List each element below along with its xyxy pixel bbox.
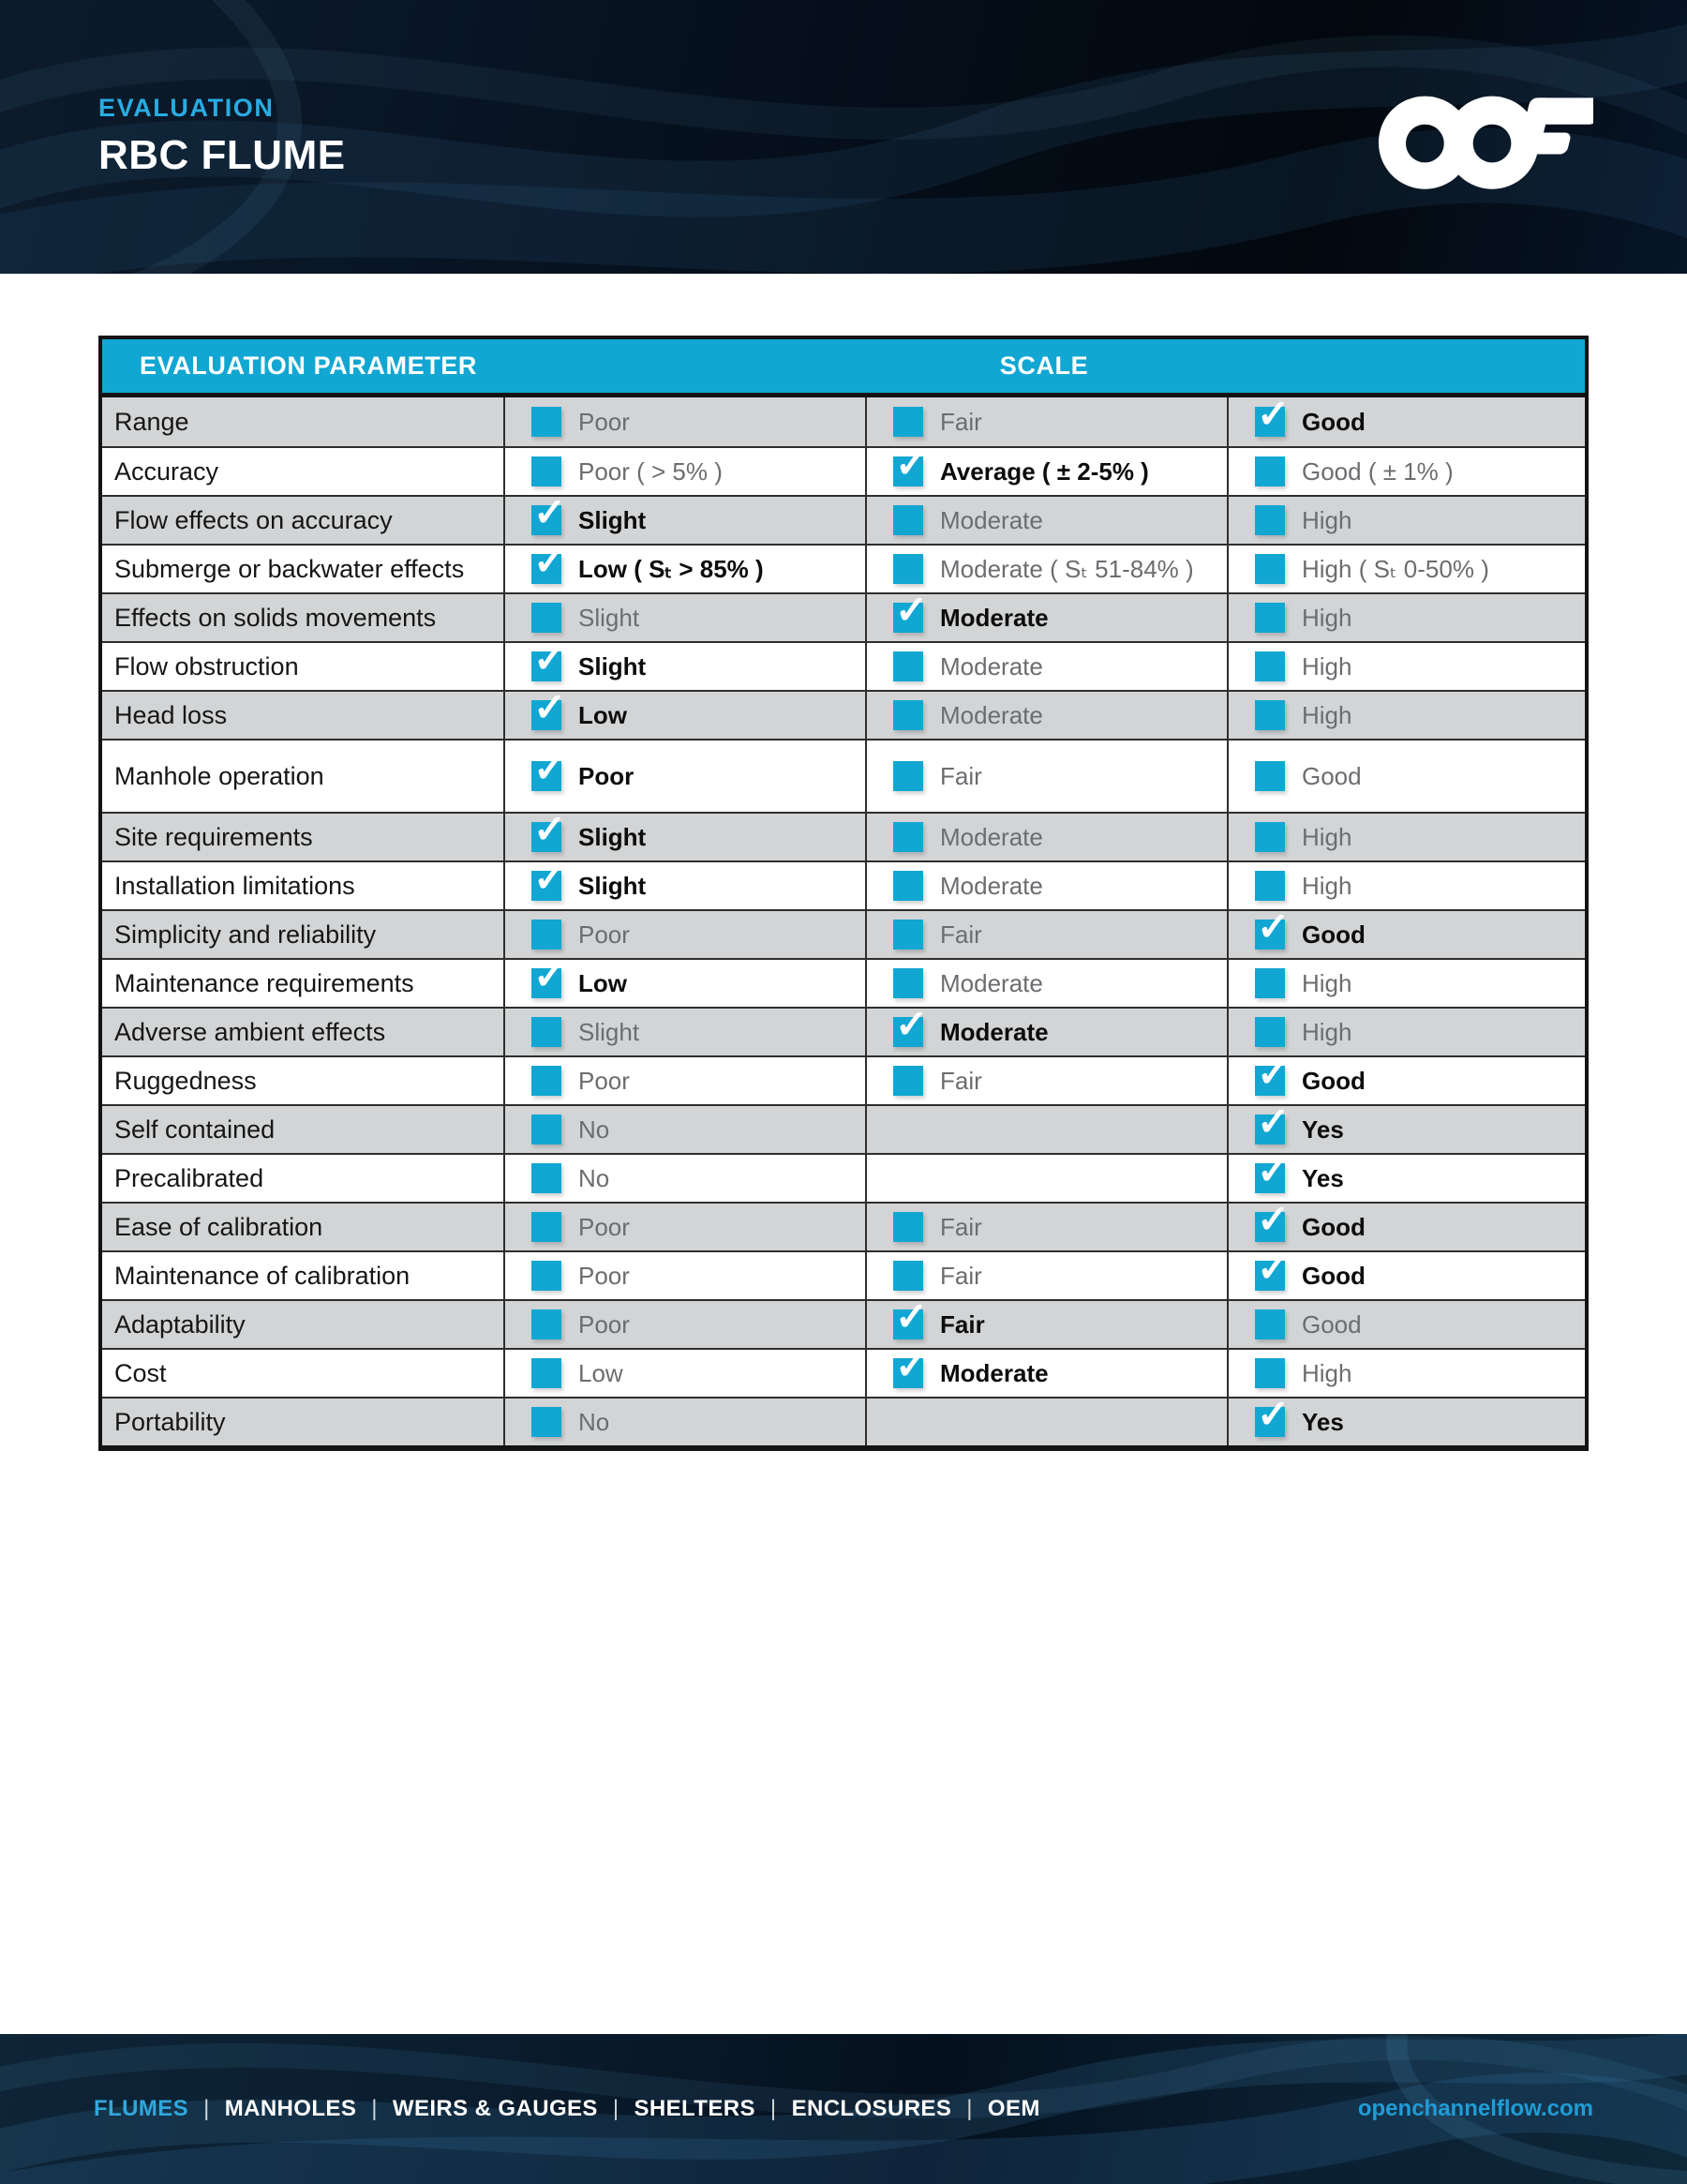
checkbox-checked-icon [531, 953, 567, 998]
checkbox-unchecked-icon [1255, 1358, 1285, 1388]
scale-option-label: High [1302, 603, 1352, 632]
parameter-label: Adverse ambient effects [114, 1017, 386, 1046]
scale-option-cell [1227, 905, 1589, 958]
scale-option-label: Moderate [940, 603, 1049, 632]
checkbox-unchecked-icon [1255, 1017, 1285, 1047]
checkbox-checked-icon [1255, 1051, 1291, 1096]
checkbox-unchecked-icon [531, 1212, 561, 1242]
scale-option-cell [865, 1343, 1227, 1397]
check-mark-icon: ✓ [895, 1343, 929, 1387]
scale-option-cell [1227, 1392, 1589, 1445]
checkbox-unchecked-icon [531, 1017, 561, 1047]
empty-cell [865, 1106, 1227, 1153]
table-row [102, 1343, 1585, 1397]
parameter-label: Adaptability [114, 1309, 246, 1339]
scale-option-cell [1227, 1009, 1589, 1055]
scale-option-cell [865, 497, 1227, 544]
checkbox-unchecked-icon [531, 1163, 561, 1193]
checkbox-unchecked-icon [1255, 603, 1285, 633]
checkbox-unchecked-icon [893, 871, 923, 901]
scale-option-label: Good [1302, 407, 1366, 436]
checkbox-unchecked-icon [893, 651, 923, 681]
scale-option-label: Average ( ± 2-5% ) [940, 456, 1149, 486]
checkbox-unchecked-icon [1255, 761, 1285, 791]
checkbox-unchecked-icon [893, 1066, 923, 1096]
scale-option-cell [865, 814, 1227, 860]
footer-nav-link-oem[interactable]: OEM [987, 2096, 1040, 2121]
check-mark-icon: ✓ [1257, 1051, 1291, 1095]
header-eyebrow: EVALUATION [98, 94, 275, 122]
checkbox-checked-icon [531, 685, 567, 730]
table-row [102, 636, 1585, 690]
nav-separator: | [371, 2096, 378, 2121]
checkbox-checked-icon [1255, 1148, 1291, 1193]
checkbox-checked-icon [1255, 1099, 1291, 1144]
scale-option-label: High [1302, 871, 1352, 900]
scale-option-cell [1227, 740, 1589, 812]
table-row [102, 905, 1585, 958]
parameter-label: Accuracy [114, 456, 219, 486]
scale-option-cell [1227, 643, 1589, 690]
check-mark-icon: ✓ [895, 1002, 929, 1046]
check-mark-icon: ✓ [533, 490, 567, 534]
evaluation-table [98, 336, 1589, 1451]
scale-option-label: Moderate [940, 968, 1043, 997]
table-row [102, 807, 1585, 860]
checkbox-unchecked-icon [1255, 700, 1285, 730]
scale-option-label: High [1302, 1358, 1352, 1387]
scale-option-cell [503, 448, 865, 495]
checkbox-unchecked-icon [1255, 505, 1285, 535]
parameter-label: Ruggedness [114, 1066, 257, 1095]
header-banner [0, 0, 1687, 274]
check-mark-icon: ✓ [1257, 1246, 1291, 1290]
scale-option-label: Moderate [940, 822, 1043, 851]
ocf-logo [1378, 86, 1593, 194]
footer-nav-link-manholes[interactable]: MANHOLES [224, 2096, 357, 2121]
scale-option-label: Slight [578, 603, 640, 632]
table-header-row [102, 339, 1585, 397]
scale-option-label: Fair [940, 1309, 985, 1339]
check-mark-icon: ✓ [533, 636, 567, 681]
scale-option-label: High ( Sₜ 0-50% ) [1302, 554, 1489, 583]
scale-option-cell [503, 685, 865, 739]
table-row [102, 856, 1585, 909]
checkbox-unchecked-icon [893, 554, 923, 584]
scale-option-cell [865, 546, 1227, 592]
scale-option-cell [1227, 497, 1589, 544]
scale-option-cell [1227, 1197, 1589, 1250]
footer-nav-link-flumes[interactable]: FLUMES [94, 2096, 189, 2121]
checkbox-checked-icon [893, 1294, 929, 1339]
table-row [102, 685, 1585, 739]
scale-option-cell [865, 911, 1227, 958]
scale-option-label: High [1302, 651, 1352, 681]
parameter-label: Flow obstruction [114, 651, 299, 681]
table-row [102, 441, 1585, 495]
check-mark-icon: ✓ [895, 1294, 929, 1339]
nav-separator: | [612, 2096, 620, 2121]
parameter-label: Maintenance of calibration [114, 1261, 411, 1290]
scale-option-label: High [1302, 968, 1352, 997]
scale-option-cell [865, 441, 1227, 495]
scale-option-label: Low ( Sₜ > 85% ) [578, 554, 764, 583]
checkbox-checked-icon [1255, 1246, 1291, 1291]
parameter-label: Precalibrated [114, 1163, 264, 1192]
parameter-label: Range [114, 407, 189, 436]
table-row [102, 588, 1585, 641]
scale-option-label: Good [1302, 1261, 1366, 1290]
scale-option-label: Poor [578, 920, 630, 949]
scale-option-label: High [1302, 822, 1352, 851]
scale-option-cell [1227, 1246, 1589, 1299]
check-mark-icon: ✓ [533, 953, 567, 997]
checkbox-unchecked-icon [531, 1066, 561, 1096]
checkbox-unchecked-icon [893, 920, 923, 950]
scale-option-cell [503, 807, 865, 860]
check-mark-icon: ✓ [1257, 905, 1291, 949]
scale-option-label: No [578, 1114, 610, 1144]
nav-separator: | [203, 2096, 210, 2121]
table-header-parameter: EVALUATION PARAMETER [140, 352, 477, 380]
scale-option-cell [865, 1204, 1227, 1250]
scale-option-label: Fair [940, 920, 982, 949]
scale-option-label: Moderate [940, 1017, 1049, 1046]
checkbox-checked-icon [1255, 905, 1291, 950]
scale-option-cell [865, 960, 1227, 1007]
footer-banner [0, 2034, 1687, 2184]
scale-option-label: Yes [1302, 1163, 1344, 1192]
scale-option-label: High [1302, 505, 1352, 534]
parameter-label: Flow effects on accuracy [114, 505, 393, 534]
table-row [102, 1051, 1585, 1104]
scale-option-cell [1227, 1051, 1589, 1104]
checkbox-unchecked-icon [531, 1114, 561, 1144]
table-row [102, 1294, 1585, 1348]
footer-nav-link-enclosures[interactable]: ENCLOSURES [791, 2096, 952, 2121]
header-text-block [98, 94, 346, 179]
scale-option-label: Slight [578, 822, 647, 851]
checkbox-checked-icon [893, 1002, 929, 1047]
scale-option-cell [1227, 1099, 1589, 1153]
scale-option-label: Poor [578, 1066, 630, 1095]
scale-option-cell [503, 856, 865, 909]
footer-nav-link-shelters[interactable]: SHELTERS [634, 2096, 755, 2121]
scale-option-label: Poor [578, 761, 634, 790]
scale-option-cell [503, 740, 865, 812]
checkbox-unchecked-icon [531, 407, 561, 437]
check-mark-icon: ✓ [533, 539, 567, 583]
parameter-label: Head loss [114, 700, 228, 729]
check-mark-icon: ✓ [533, 746, 567, 790]
table-row [102, 490, 1585, 544]
scale-option-cell [865, 1002, 1227, 1055]
scale-option-label: Slight [578, 651, 647, 681]
scale-option-cell [865, 1294, 1227, 1348]
checkbox-checked-icon [531, 807, 567, 852]
scale-option-label: Fair [940, 1212, 982, 1241]
parameter-label: Effects on solids movements [114, 603, 437, 632]
checkbox-unchecked-icon [531, 1261, 561, 1291]
scale-option-label: Moderate ( Sₜ 51-84% ) [940, 554, 1194, 583]
scale-option-cell [865, 862, 1227, 909]
table-row [102, 953, 1585, 1007]
checkbox-checked-icon [531, 490, 567, 535]
check-mark-icon: ✓ [1257, 1197, 1291, 1241]
scale-option-label: High [1302, 700, 1352, 729]
scale-option-cell [865, 397, 1227, 446]
scale-option-cell [1227, 1148, 1589, 1202]
scale-option-cell [1227, 594, 1589, 641]
checkbox-checked-icon [893, 588, 929, 633]
table-row [102, 1197, 1585, 1250]
checkbox-unchecked-icon [1255, 968, 1285, 998]
checkbox-unchecked-icon [893, 407, 923, 437]
scale-option-label: Fair [940, 1066, 982, 1095]
nav-separator: | [769, 2096, 777, 2121]
scale-option-cell [1227, 546, 1589, 592]
scale-option-label: Fair [940, 1261, 982, 1290]
scale-option-label: Poor [578, 1309, 630, 1339]
parameter-label: Simplicity and reliability [114, 920, 377, 949]
table-row [102, 739, 1585, 812]
scale-option-cell [503, 1155, 865, 1202]
page-title: RBC FLUME [98, 132, 346, 178]
checkbox-checked-icon [531, 856, 567, 901]
scale-option-label: Good [1302, 920, 1366, 949]
scale-option-cell [1227, 392, 1589, 446]
checkbox-unchecked-icon [1255, 871, 1285, 901]
checkbox-unchecked-icon [1255, 456, 1285, 486]
scale-option-label: Yes [1302, 1114, 1344, 1144]
scale-option-label: Moderate [940, 1358, 1049, 1387]
scale-option-cell [1227, 1301, 1589, 1348]
scale-option-cell [503, 1106, 865, 1153]
checkbox-unchecked-icon [893, 1261, 923, 1291]
parameter-label: Site requirements [114, 822, 313, 851]
scale-option-label: Moderate [940, 871, 1043, 900]
checkbox-checked-icon [893, 1343, 929, 1388]
checkbox-unchecked-icon [893, 968, 923, 998]
checkbox-unchecked-icon [1255, 651, 1285, 681]
scale-option-cell [1227, 960, 1589, 1007]
checkbox-unchecked-icon [531, 603, 561, 633]
scale-option-cell [1227, 862, 1589, 909]
checkbox-checked-icon [531, 746, 567, 791]
scale-option-cell [1227, 1350, 1589, 1397]
scale-option-cell [503, 1057, 865, 1104]
parameter-label: Self contained [114, 1114, 276, 1144]
check-mark-icon: ✓ [895, 441, 929, 486]
parameter-label: Submerge or backwater effects [114, 554, 465, 583]
checkbox-checked-icon [1255, 1392, 1291, 1437]
scale-option-cell [503, 1252, 865, 1299]
check-mark-icon: ✓ [1257, 1392, 1291, 1436]
scale-option-label: Poor ( > 5% ) [578, 456, 723, 486]
parameter-label: Maintenance requirements [114, 968, 414, 997]
scale-option-cell [865, 1057, 1227, 1104]
scale-option-cell [503, 539, 865, 592]
parameter-label: Manhole operation [114, 761, 324, 790]
checkbox-checked-icon [531, 636, 567, 681]
table-row [102, 1392, 1585, 1445]
check-mark-icon: ✓ [533, 807, 567, 851]
check-mark-icon: ✓ [1257, 392, 1291, 436]
empty-cell [865, 1399, 1227, 1445]
scale-option-cell [1227, 814, 1589, 860]
scale-option-label: No [578, 1407, 610, 1436]
scale-option-cell [1227, 448, 1589, 495]
scale-option-label: Slight [578, 1017, 640, 1046]
checkbox-unchecked-icon [893, 822, 923, 852]
scale-option-label: Poor [578, 1212, 630, 1241]
checkbox-unchecked-icon [1255, 554, 1285, 584]
checkbox-checked-icon [531, 539, 567, 584]
checkbox-checked-icon [1255, 1197, 1291, 1242]
checkbox-unchecked-icon [531, 1358, 561, 1388]
scale-option-label: Moderate [940, 505, 1043, 534]
checkbox-checked-icon [1255, 392, 1291, 437]
check-mark-icon: ✓ [1257, 1148, 1291, 1192]
parameter-label: Ease of calibration [114, 1212, 323, 1241]
scale-option-cell [503, 490, 865, 544]
scale-option-label: Good [1302, 761, 1362, 790]
checkbox-unchecked-icon [531, 1309, 561, 1339]
parameter-label: Portability [114, 1407, 226, 1436]
checkbox-checked-icon [893, 441, 929, 486]
scale-option-cell [503, 1009, 865, 1055]
scale-option-cell [503, 1399, 865, 1445]
footer-nav [94, 2096, 1040, 2122]
scale-option-cell [503, 1301, 865, 1348]
check-mark-icon: ✓ [533, 685, 567, 729]
check-mark-icon: ✓ [1257, 1099, 1291, 1144]
scale-option-cell [503, 636, 865, 690]
scale-option-label: Good [1302, 1066, 1366, 1095]
parameter-label: Cost [114, 1358, 167, 1387]
scale-option-label: Low [578, 700, 627, 729]
scale-option-label: Good ( ± 1% ) [1302, 456, 1454, 486]
scale-option-label: Poor [578, 1261, 630, 1290]
scale-option-label: Fair [940, 407, 982, 436]
scale-option-label: Slight [578, 505, 647, 534]
scale-option-label: Good [1302, 1309, 1362, 1339]
checkbox-unchecked-icon [531, 1407, 561, 1437]
checkbox-unchecked-icon [531, 456, 561, 486]
table-row [102, 392, 1585, 446]
scale-option-cell [865, 692, 1227, 739]
parameter-label: Installation limitations [114, 871, 355, 900]
checkbox-unchecked-icon [893, 761, 923, 791]
scale-option-cell [865, 740, 1227, 812]
table-row [102, 1246, 1585, 1299]
scale-option-label: Fair [940, 761, 982, 790]
nav-separator: | [966, 2096, 973, 2121]
table-body [102, 392, 1585, 1445]
scale-option-cell [503, 911, 865, 958]
checkbox-unchecked-icon [893, 505, 923, 535]
scale-option-label: Good [1302, 1212, 1366, 1241]
scale-option-cell [865, 1252, 1227, 1299]
scale-option-cell [503, 594, 865, 641]
scale-option-label: Slight [578, 871, 647, 900]
scale-option-label: Yes [1302, 1407, 1344, 1436]
empty-cell [865, 1155, 1227, 1202]
scale-option-label: Low [578, 1358, 623, 1387]
footer-website-link[interactable]: openchannelflow.com [1357, 2096, 1593, 2121]
scale-option-label: Poor [578, 407, 630, 436]
scale-option-cell [503, 953, 865, 1007]
scale-option-label: Moderate [940, 700, 1043, 729]
scale-option-cell [1227, 692, 1589, 739]
check-mark-icon: ✓ [895, 588, 929, 632]
checkbox-unchecked-icon [893, 1212, 923, 1242]
scale-option-label: Low [578, 968, 627, 997]
table-row [102, 539, 1585, 592]
scale-option-label: Moderate [940, 651, 1043, 681]
scale-option-cell [503, 397, 865, 446]
scale-option-label: High [1302, 1017, 1352, 1046]
checkbox-unchecked-icon [893, 700, 923, 730]
check-mark-icon: ✓ [533, 856, 567, 900]
scale-option-cell [503, 1350, 865, 1397]
scale-option-cell [865, 588, 1227, 641]
checkbox-unchecked-icon [1255, 1309, 1285, 1339]
scale-option-label: No [578, 1163, 610, 1192]
scale-option-cell [503, 1204, 865, 1250]
table-row [102, 1099, 1585, 1153]
table-row [102, 1002, 1585, 1055]
table-header-scale: SCALE [999, 352, 1089, 380]
checkbox-unchecked-icon [1255, 822, 1285, 852]
checkbox-unchecked-icon [531, 920, 561, 950]
footer-nav-link-weirs-gauges[interactable]: WEIRS & GAUGES [392, 2096, 598, 2121]
table-row [102, 1148, 1585, 1202]
scale-option-cell [865, 643, 1227, 690]
